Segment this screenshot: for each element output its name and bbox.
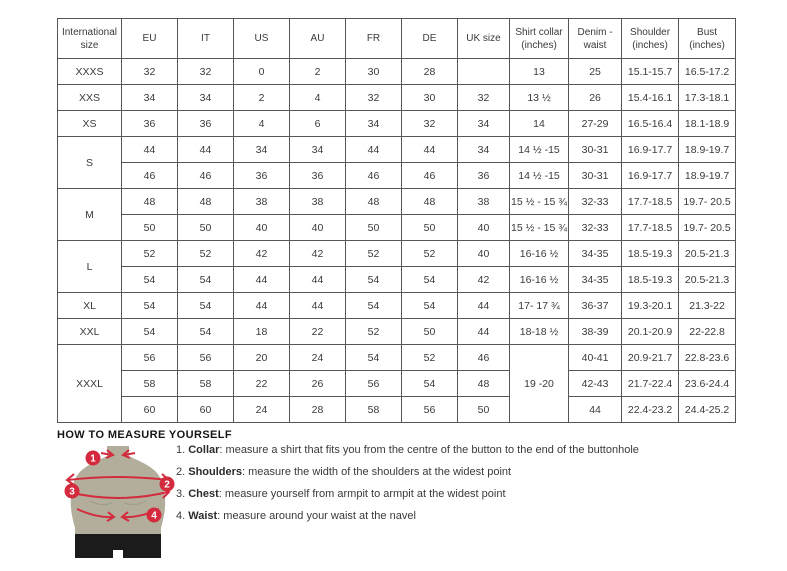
size-cell: 48 xyxy=(178,189,234,215)
size-cell: 17.7-18.5 xyxy=(622,215,679,241)
size-cell: 54 xyxy=(178,293,234,319)
size-cell: 20.5-21.3 xyxy=(679,267,736,293)
size-cell: 32 xyxy=(122,59,178,85)
size-cell: 16.9-17.7 xyxy=(622,163,679,189)
size-cell: 19.3-20.1 xyxy=(622,293,679,319)
marker-3-number: 3 xyxy=(69,486,75,498)
size-cell: 36 xyxy=(122,111,178,137)
size-cell: 42 xyxy=(458,267,510,293)
table-row xyxy=(58,371,736,397)
size-cell: 34 xyxy=(178,85,234,111)
size-cell: 30-31 xyxy=(569,137,622,163)
mannequin-diagram xyxy=(60,446,178,566)
size-cell: 40 xyxy=(458,241,510,267)
table-row xyxy=(58,267,736,293)
size-cell: 54 xyxy=(122,267,178,293)
size-cell: 40 xyxy=(458,215,510,241)
size-cell: 38-39 xyxy=(569,319,622,345)
size-cell: 34 xyxy=(234,137,290,163)
size-cell: 44 xyxy=(458,319,510,345)
size-cell: 6 xyxy=(290,111,346,137)
size-cell: 44 xyxy=(234,293,290,319)
size-cell: 60 xyxy=(178,397,234,423)
size-cell: 52 xyxy=(402,241,458,267)
header-cell: Shoulder (inches) xyxy=(622,19,679,59)
header-cell: UK size xyxy=(458,19,510,59)
size-cell: 46 xyxy=(178,163,234,189)
size-cell: 16.5-17.2 xyxy=(679,59,736,85)
instruction-label: Shoulders xyxy=(188,466,243,478)
size-cell: 48 xyxy=(122,189,178,215)
instruction-label: Collar xyxy=(188,444,220,456)
size-chart-table xyxy=(57,18,736,423)
table-row xyxy=(58,137,736,163)
instruction-number: 4. xyxy=(176,510,189,522)
instruction-text: : measure around your waist at the navel xyxy=(217,510,416,522)
instruction-label: Waist xyxy=(188,510,218,522)
measure-section-heading: HOW TO MEASURE YOURSELF xyxy=(57,429,233,441)
size-cell: 18.5-19.3 xyxy=(622,267,679,293)
size-cell: 46 xyxy=(458,345,510,371)
size-cell: 2 xyxy=(290,59,346,85)
header-cell: IT xyxy=(178,19,234,59)
table-row xyxy=(58,345,736,371)
size-cell: 17.3-18.1 xyxy=(679,85,736,111)
size-cell: 38 xyxy=(458,189,510,215)
size-cell: 42 xyxy=(234,241,290,267)
size-cell: 20.5-21.3 xyxy=(679,241,736,267)
size-cell: 54 xyxy=(402,267,458,293)
size-cell: 18.1-18.9 xyxy=(679,111,736,137)
size-cell: 15 ½ - 15 ¾ xyxy=(510,189,569,215)
size-cell: 22-22.8 xyxy=(679,319,736,345)
size-cell: 36 xyxy=(290,163,346,189)
table-row xyxy=(58,293,736,319)
size-cell: 40 xyxy=(290,215,346,241)
size-cell: 38 xyxy=(234,189,290,215)
size-cell: 44 xyxy=(402,137,458,163)
size-cell: 40-41 xyxy=(569,345,622,371)
size-cell: 58 xyxy=(122,371,178,397)
size-cell: 36 xyxy=(458,163,510,189)
header-cell: International size xyxy=(58,19,122,59)
size-cell: 54 xyxy=(122,293,178,319)
size-cell: 44 xyxy=(458,293,510,319)
size-cell: 30-31 xyxy=(569,163,622,189)
table-row xyxy=(58,85,736,111)
size-cell: 54 xyxy=(402,293,458,319)
size-cell: 23.6-24.4 xyxy=(679,371,736,397)
size-cell: 19 -20 xyxy=(510,345,569,423)
table-row xyxy=(58,397,736,423)
table-row xyxy=(58,111,736,137)
mannequin-figure xyxy=(60,446,178,566)
size-cell: 18-18 ½ xyxy=(510,319,569,345)
header-cell: Shirt collar (inches) xyxy=(510,19,569,59)
size-cell: 36 xyxy=(234,163,290,189)
size-cell: 46 xyxy=(346,163,402,189)
size-cell: XXXS xyxy=(58,59,122,85)
size-cell: 36-37 xyxy=(569,293,622,319)
size-cell: 15.4-16.1 xyxy=(622,85,679,111)
measure-instructions xyxy=(176,444,639,532)
size-cell: 54 xyxy=(178,319,234,345)
mannequin-shorts xyxy=(75,534,161,558)
size-cell: 44 xyxy=(569,397,622,423)
size-cell: 56 xyxy=(122,345,178,371)
size-cell: 54 xyxy=(122,319,178,345)
header-cell: US xyxy=(234,19,290,59)
size-cell: 58 xyxy=(178,371,234,397)
size-cell: XXS xyxy=(58,85,122,111)
size-cell: 0 xyxy=(234,59,290,85)
size-cell: 16.9-17.7 xyxy=(622,137,679,163)
size-cell: 24.4-25.2 xyxy=(679,397,736,423)
size-cell: XXL xyxy=(58,319,122,345)
size-cell: 54 xyxy=(402,371,458,397)
size-cell: L xyxy=(58,241,122,293)
size-cell: 50 xyxy=(402,215,458,241)
size-cell: 4 xyxy=(234,111,290,137)
size-cell: 18.9-19.7 xyxy=(679,137,736,163)
size-cell: 44 xyxy=(346,137,402,163)
size-cell: 34-35 xyxy=(569,241,622,267)
size-cell: 34 xyxy=(290,137,346,163)
size-cell: 40 xyxy=(234,215,290,241)
size-cell: 52 xyxy=(402,345,458,371)
size-cell: 17.7-18.5 xyxy=(622,189,679,215)
instruction-waist xyxy=(176,510,639,522)
size-cell: 54 xyxy=(346,293,402,319)
size-cell: 50 xyxy=(458,397,510,423)
size-cell: 27-29 xyxy=(569,111,622,137)
size-cell: 20.9-21.7 xyxy=(622,345,679,371)
size-cell: 32 xyxy=(346,85,402,111)
size-cell: 44 xyxy=(122,137,178,163)
size-cell: 48 xyxy=(346,189,402,215)
size-cell: 30 xyxy=(346,59,402,85)
size-cell: 22 xyxy=(234,371,290,397)
size-cell: 18 xyxy=(234,319,290,345)
header-cell: EU xyxy=(122,19,178,59)
header-cell: Denim - waist xyxy=(569,19,622,59)
size-cell: 34-35 xyxy=(569,267,622,293)
size-cell: 30 xyxy=(402,85,458,111)
size-cell: 38 xyxy=(290,189,346,215)
size-cell: 56 xyxy=(178,345,234,371)
size-cell: 44 xyxy=(178,137,234,163)
size-cell: 54 xyxy=(178,267,234,293)
table-row xyxy=(58,215,736,241)
size-cell: 48 xyxy=(402,189,458,215)
size-cell: 26 xyxy=(569,85,622,111)
size-cell: S xyxy=(58,137,122,189)
size-cell: 15.1-15.7 xyxy=(622,59,679,85)
size-cell: 44 xyxy=(234,267,290,293)
instruction-collar xyxy=(176,444,639,456)
size-cell: XS xyxy=(58,111,122,137)
size-cell: 32 xyxy=(458,85,510,111)
size-cell: 22.4-23.2 xyxy=(622,397,679,423)
header-cell: Bust (inches) xyxy=(679,19,736,59)
size-cell: 14 ½ -15 xyxy=(510,163,569,189)
size-cell: 32-33 xyxy=(569,189,622,215)
size-cell: 60 xyxy=(122,397,178,423)
instruction-chest xyxy=(176,488,639,500)
header-cell: DE xyxy=(402,19,458,59)
size-cell: 28 xyxy=(290,397,346,423)
size-cell: 2 xyxy=(234,85,290,111)
size-cell: 34 xyxy=(458,111,510,137)
size-cell: 15 ½ - 15 ¾ xyxy=(510,215,569,241)
size-cell: 52 xyxy=(178,241,234,267)
marker-4-number: 4 xyxy=(151,510,157,522)
size-cell: 50 xyxy=(122,215,178,241)
size-cell: 18.9-19.7 xyxy=(679,163,736,189)
marker-1-number: 1 xyxy=(90,453,96,465)
size-cell: 22.8-23.6 xyxy=(679,345,736,371)
size-cell: 50 xyxy=(346,215,402,241)
size-cell: 44 xyxy=(290,293,346,319)
size-cell: 50 xyxy=(402,319,458,345)
size-cell: 50 xyxy=(178,215,234,241)
size-cell: 42-43 xyxy=(569,371,622,397)
size-cell: 46 xyxy=(122,163,178,189)
size-cell: 16-16 ½ xyxy=(510,241,569,267)
size-cell: 4 xyxy=(290,85,346,111)
size-cell: 52 xyxy=(346,319,402,345)
size-cell: 56 xyxy=(402,397,458,423)
size-cell: 24 xyxy=(290,345,346,371)
instruction-text: : measure the width of the shoulders at the widest point xyxy=(242,466,512,478)
instruction-number: 3. xyxy=(176,488,189,500)
size-cell: XL xyxy=(58,293,122,319)
size-cell: 20 xyxy=(234,345,290,371)
size-chart-body xyxy=(58,59,736,423)
size-cell: 28 xyxy=(402,59,458,85)
size-cell: 13 ½ xyxy=(510,85,569,111)
size-cell: 16-16 ½ xyxy=(510,267,569,293)
size-cell xyxy=(458,59,510,85)
size-cell: 32 xyxy=(178,59,234,85)
size-cell: 34 xyxy=(458,137,510,163)
table-row xyxy=(58,241,736,267)
size-cell: 36 xyxy=(178,111,234,137)
size-cell: 52 xyxy=(122,241,178,267)
instruction-label: Chest xyxy=(188,488,219,500)
table-row xyxy=(58,189,736,215)
size-cell: M xyxy=(58,189,122,241)
instruction-number: 1. xyxy=(176,444,189,456)
size-cell: 14 ½ -15 xyxy=(510,137,569,163)
size-cell: 34 xyxy=(346,111,402,137)
size-cell: 44 xyxy=(290,267,346,293)
size-cell: 21.7-22.4 xyxy=(622,371,679,397)
header-cell: FR xyxy=(346,19,402,59)
size-cell: 18.5-19.3 xyxy=(622,241,679,267)
size-chart-header-row xyxy=(58,19,736,59)
table-row xyxy=(58,319,736,345)
header-cell: AU xyxy=(290,19,346,59)
instruction-shoulders xyxy=(176,466,639,478)
size-cell: 54 xyxy=(346,345,402,371)
size-cell: 22 xyxy=(290,319,346,345)
size-cell: 42 xyxy=(290,241,346,267)
size-cell: 20.1-20.9 xyxy=(622,319,679,345)
size-cell: 32 xyxy=(402,111,458,137)
instruction-number: 2. xyxy=(176,466,189,478)
size-cell: 32-33 xyxy=(569,215,622,241)
size-cell: 24 xyxy=(234,397,290,423)
size-cell: 17- 17 ¾ xyxy=(510,293,569,319)
size-cell: 58 xyxy=(346,397,402,423)
size-cell: 26 xyxy=(290,371,346,397)
size-cell: 52 xyxy=(346,241,402,267)
size-cell: 25 xyxy=(569,59,622,85)
size-cell: 56 xyxy=(346,371,402,397)
size-cell: 46 xyxy=(402,163,458,189)
size-cell: 13 xyxy=(510,59,569,85)
instruction-text: : measure yourself from armpit to armpit at the widest point xyxy=(218,488,506,500)
marker-2-number: 2 xyxy=(164,479,170,491)
size-cell: 19.7- 20.5 xyxy=(679,189,736,215)
size-cell: XXXL xyxy=(58,345,122,423)
instruction-text: : measure a shirt that fits you from the centre of the button to the end of the buttonhole xyxy=(219,444,639,456)
size-cell: 19.7- 20.5 xyxy=(679,215,736,241)
size-cell: 16.5-16.4 xyxy=(622,111,679,137)
table-row xyxy=(58,59,736,85)
size-cell: 14 xyxy=(510,111,569,137)
size-cell: 54 xyxy=(346,267,402,293)
size-cell: 21.3-22 xyxy=(679,293,736,319)
size-cell: 48 xyxy=(458,371,510,397)
table-row xyxy=(58,163,736,189)
size-cell: 34 xyxy=(122,85,178,111)
